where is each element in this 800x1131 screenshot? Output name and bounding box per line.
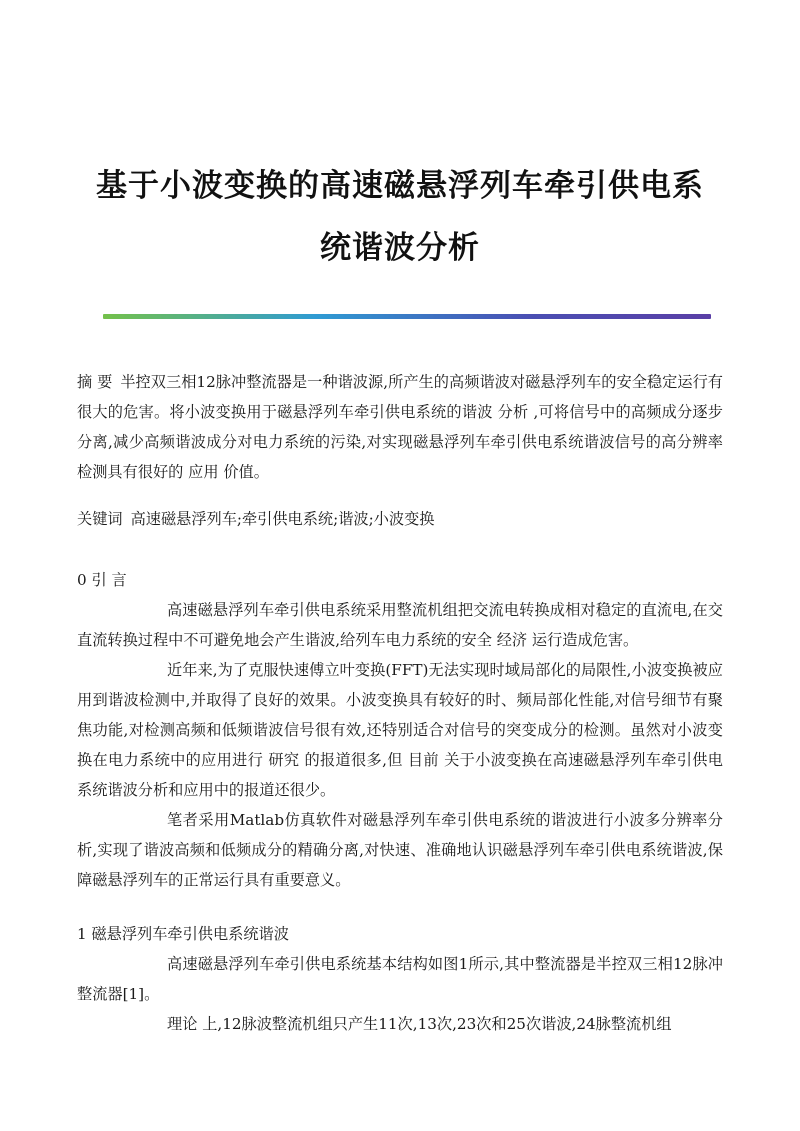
keywords-text: 高速磁悬浮列车;牵引供电系统;谐波;小波变换	[130, 510, 435, 528]
paragraph: 笔者采用Matlab仿真软件对磁悬浮列车牵引供电系统的谐波进行小波多分辨率分析,实现了谐波高频和低频成分的精确分离,对快速、准确地认识磁悬浮列车牵引供电系统谐波,保障磁悬浮列车的正常运行具有重要意义。	[77, 811, 723, 889]
paragraph: 理论 上,12脉波整流机组只产生11次,13次,23次和25次谐波,24脉整流机组	[167, 1015, 672, 1033]
paragraph: 高速磁悬浮列车牵引供电系统采用整流机组把交流电转换成相对稳定的直流电,在交直流转换过程中不可避免地会产生谐波,给列车电力系统的安全 经济 运行造成危害。	[77, 601, 723, 649]
title-line-1: 基于小波变换的高速磁悬浮列车牵引供电系	[96, 168, 704, 204]
section-0-heading	[77, 565, 723, 595]
abstract	[77, 367, 723, 487]
keywords	[77, 504, 723, 534]
section-heading: 0 引 言	[77, 571, 127, 589]
section-heading: 1 磁悬浮列车牵引供电系统谐波	[77, 925, 289, 943]
paragraph: 近年来,为了克服快速傅立叶变换(FFT)无法实现时域局部化的局限性,小波变换被应用到谐波检测中,并取得了良好的效果。小波变换具有较好的时、频局部化性能,对信号细节有聚焦功能,对检测高频和低频谐波信号很有效,还特别适合对信号的突变成分的检测。虽然对小波变换在电力系统中的应用进行 研究 的报道很多,但 目前 关于小波变换在高速磁悬浮列车牵引供电系统谐波分析和应用中的报道还很少。	[77, 661, 723, 799]
title-divider	[103, 314, 711, 319]
section-0-body	[77, 595, 723, 895]
section-1-body	[77, 949, 723, 1039]
abstract-label: 摘 要	[77, 373, 113, 391]
section-1-heading	[77, 919, 723, 949]
abstract-text: 半控双三相12脉冲整流器是一种谐波源,所产生的高频谐波对磁悬浮列车的安全稳定运行有很大的危害。将小波变换用于磁悬浮列车牵引供电系统的谐波 分析 ,可将信号中的高频成分逐步分离,减少高频谐波成分对电力系统的污染,对实现磁悬浮列车牵引供电系统谐波信号的高分辨率检测具有很好的 应用 价值。	[77, 373, 723, 481]
title-line-2: 统谐波分析	[320, 230, 480, 266]
paragraph: 高速磁悬浮列车牵引供电系统基本结构如图1所示,其中整流器是半控双三相12脉冲整流器[1]。	[77, 955, 723, 1003]
keywords-label: 关键词	[77, 510, 123, 528]
